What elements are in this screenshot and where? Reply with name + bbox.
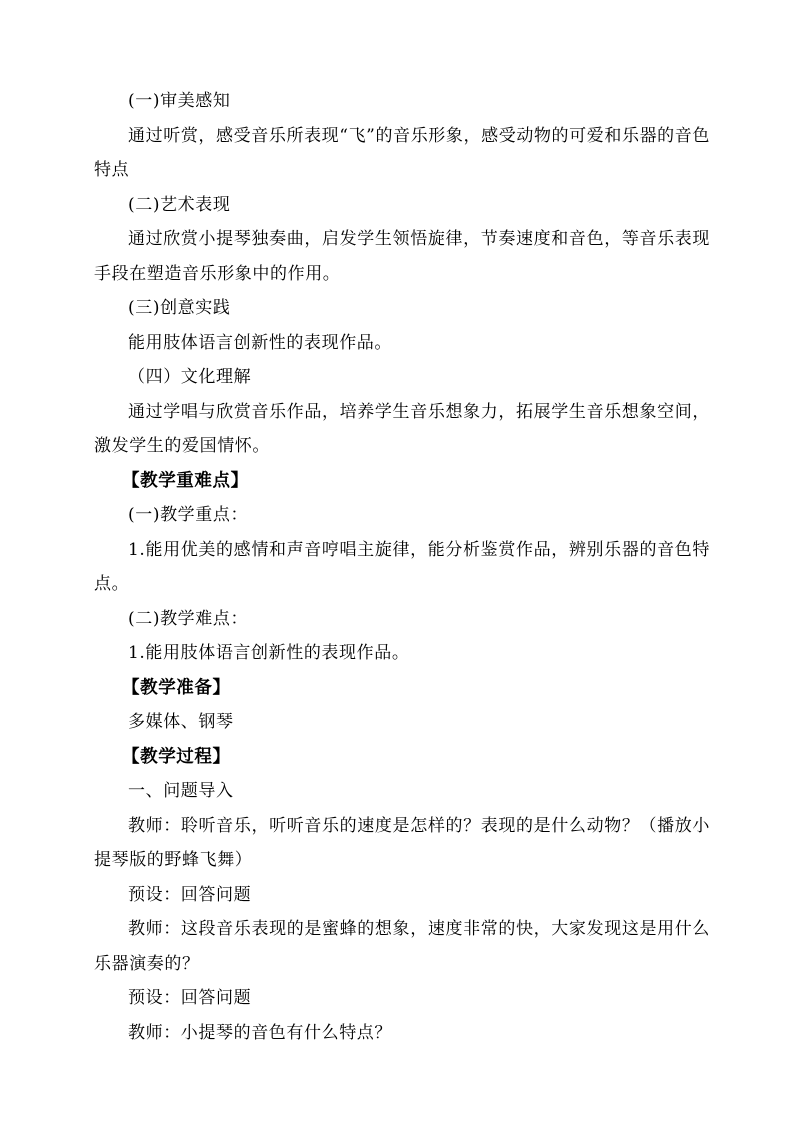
paragraph: 教师：这段音乐表现的是蜜蜂的想象，速度非常的快，大家发现这是用什么乐器演奏的？ bbox=[94, 919, 710, 974]
paragraph: 教师：聆听音乐，听听音乐的速度是怎样的？表现的是什么动物？（播放小提琴版的野蜂飞舞） bbox=[94, 815, 710, 870]
heading-teaching-preparation: 【教学准备】 bbox=[122, 677, 231, 698]
heading-teaching-key-points: 【教学重难点】 bbox=[122, 470, 249, 491]
section-heading-cultural-understanding: （四）文化理解 bbox=[128, 367, 252, 387]
paragraph: 通过学唱与欣赏音乐作品，培养学生音乐想象力，拓展学生音乐想象空间，激发学生的爱国情怀。 bbox=[94, 401, 710, 456]
paragraph: 一、问题导入 bbox=[128, 781, 234, 801]
section-heading-creative-practice: (三)创意实践 bbox=[128, 298, 231, 318]
heading-teaching-process: 【教学过程】 bbox=[122, 746, 231, 767]
paragraph: 预设：回答问题 bbox=[128, 988, 252, 1008]
paragraph: 能用肢体语言创新性的表现作品。 bbox=[128, 332, 392, 353]
paragraph: 多媒体、钢琴 bbox=[128, 712, 234, 732]
paragraph: 通过听赏，感受音乐所表现“飞”的音乐形象，感受动物的可爱和乐器的音色特点 bbox=[94, 125, 710, 180]
section-heading-difficulty: (二)教学难点： bbox=[128, 608, 249, 629]
paragraph: 1.能用优美的感情和声音哼唱主旋律，能分析鉴赏作品，辨别乐器的音色特点。 bbox=[94, 539, 710, 594]
paragraph: 预设：回答问题 bbox=[128, 884, 252, 905]
paragraph: 通过欣赏小提琴独奏曲，启发学生领悟旋律，节奏速度和音色，等音乐表现手段在塑造音乐形象中的作用。 bbox=[94, 229, 710, 284]
section-heading-artistic-expression: (二)艺术表现 bbox=[128, 194, 231, 215]
paragraph: 教师：小提琴的音色有什么特点？ bbox=[128, 1022, 392, 1043]
section-heading-aesthetic-perception: (一)审美感知 bbox=[128, 91, 231, 111]
paragraph: 1.能用肢体语言创新性的表现作品。 bbox=[128, 643, 410, 663]
section-heading-key-point: (一)教学重点： bbox=[128, 505, 249, 525]
document-body bbox=[94, 84, 710, 1050]
